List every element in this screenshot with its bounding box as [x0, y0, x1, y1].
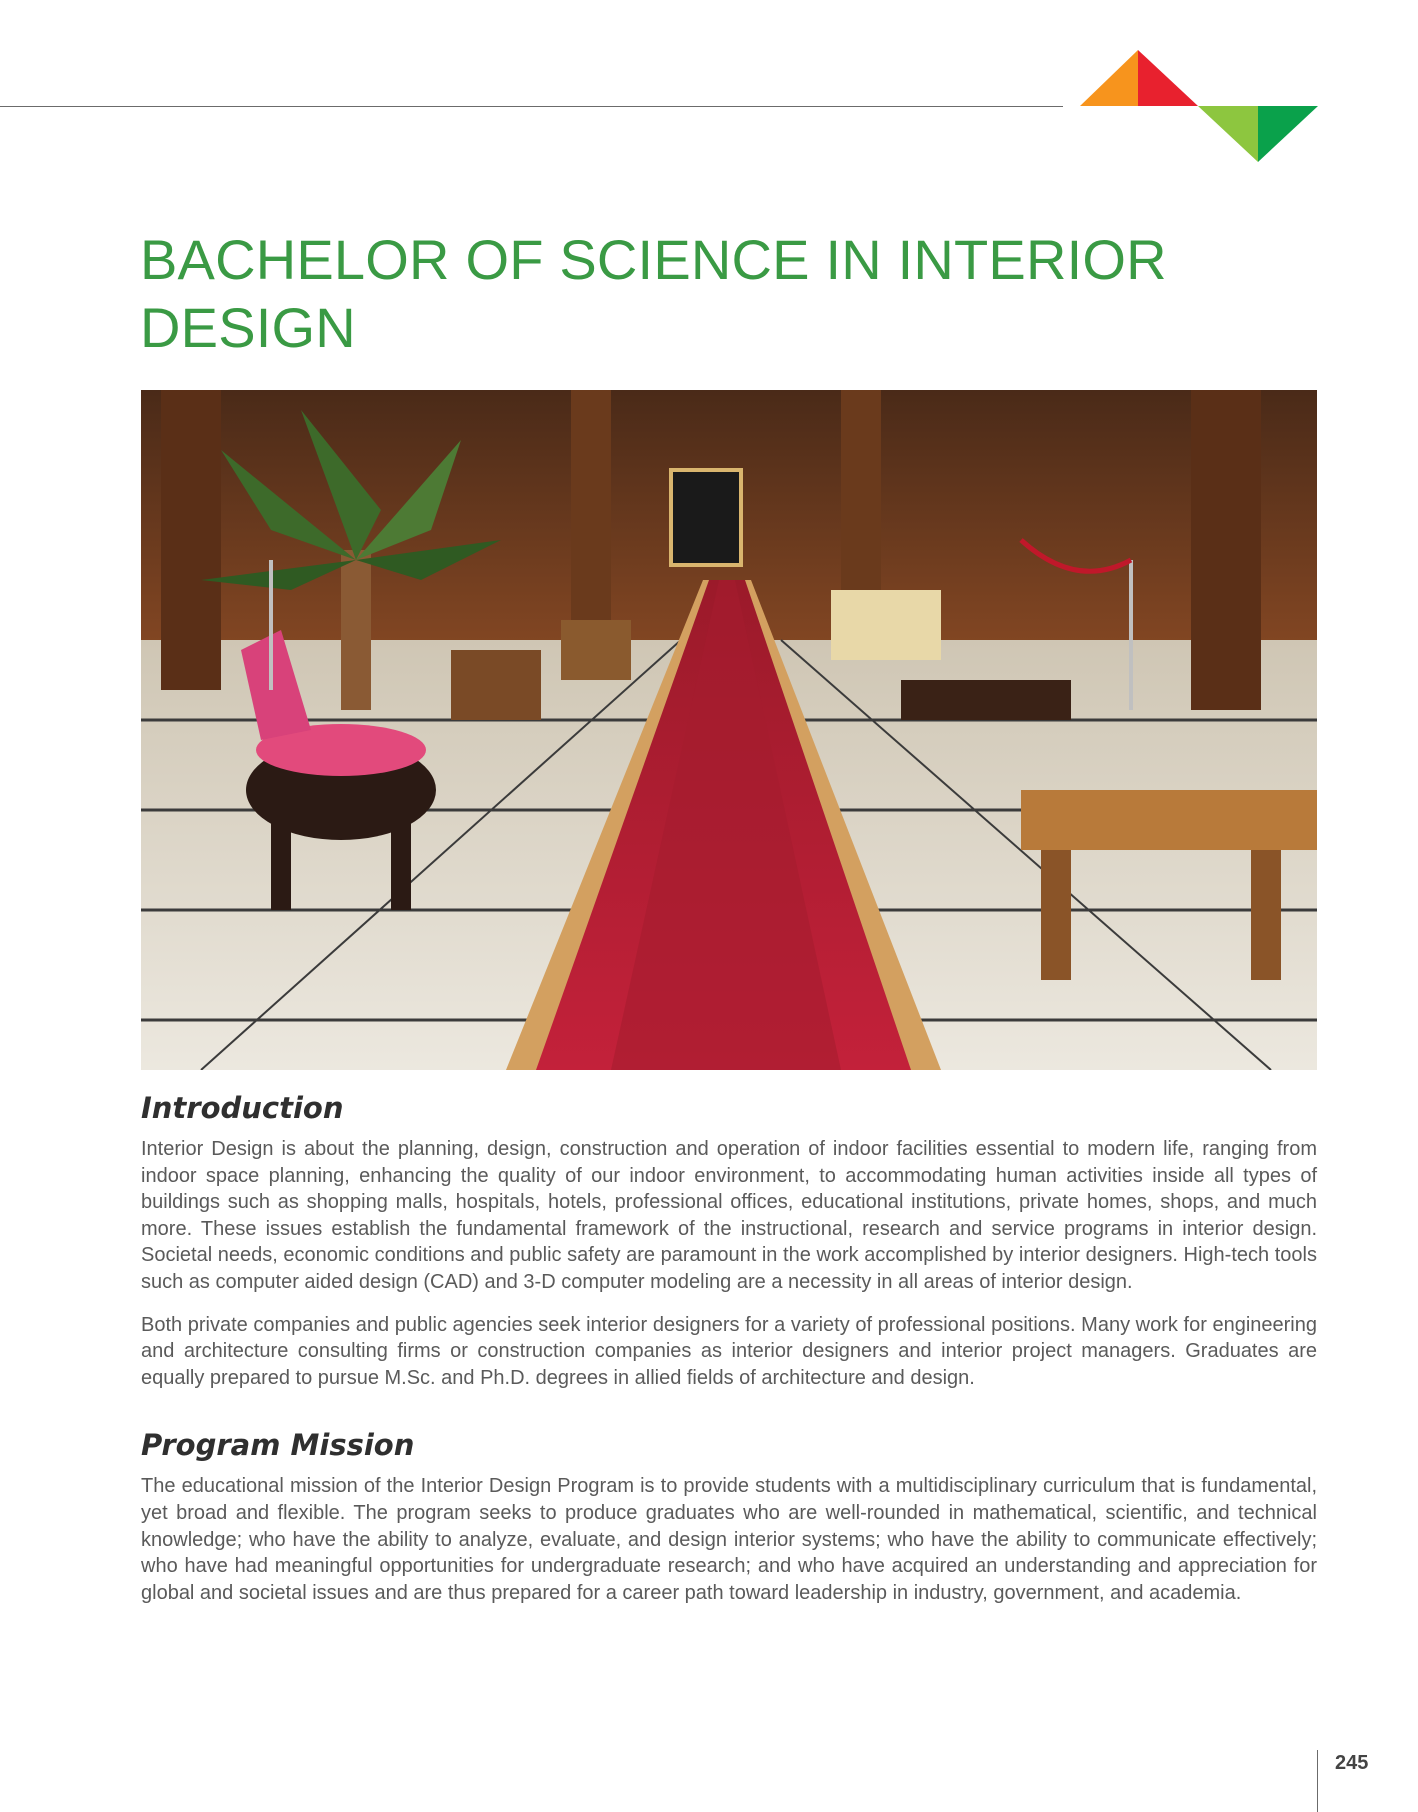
main-content [141, 1088, 1317, 1606]
triangles-logo-icon [1080, 50, 1320, 162]
hero-photo [141, 390, 1317, 1070]
header-rule [0, 106, 1063, 107]
program-mission-heading: Program Mission [141, 1428, 415, 1463]
page-number: 245 [1335, 1752, 1369, 1774]
logo-red-triangle [1138, 50, 1198, 106]
introduction-heading: Introduction [141, 1091, 344, 1125]
program-mission-paragraph: The educational mission of the Interior Design Program is to provide students with a multidisciplinary curriculum that is fundamental, yet broad and flexible. The program seeks to produce graduates who are well-rounded in mathematical, scientific, and technical knowledge; who have the ability to analyze, evaluate, and design interior systems; who have the ability to communicate effectively; who have had meaningful opportunities for undergraduate research; and who have acquired an understanding and appreciation for global and societal issues and are thus prepared for a career path toward leadership in industry, government, and academia. [141, 1475, 1317, 1604]
logo-lightgreen-triangle [1198, 106, 1258, 162]
page-number-rule [1317, 1750, 1318, 1812]
introduction-paragraph-1: Interior Design is about the planning, design, construction and operation of indoor facilities essential to modern life, ranging from indoor space planning, enhancing the quality of our indoor environment, to accommodating human activities inside all types of buildings such as shopping malls, hospitals, hotels, professional offices, educational institutions, private homes, shops, and much more. These issues establish the fundamental framework of the instructional, research and service programs in interior design. Societal needs, economic conditions and public safety are paramount in the work accomplished by interior designers. High-tech tools such as computer aided design (CAD) and 3-D computer modeling are a necessity in all areas of interior design. [141, 1138, 1317, 1293]
logo-orange-triangle [1080, 50, 1138, 106]
page-title: BACHELOR OF SCIENCE IN INTERIOR DESIGN [140, 228, 1167, 359]
introduction-paragraph-2: Both private companies and public agencies seek interior designers for a variety of professional positions. Many work for engineering and architecture consulting firms or construction companies as interior designers and interior project managers. Graduates are equally prepared to pursue M.Sc. and Ph.D. degrees in allied fields of architecture and design. [141, 1313, 1317, 1389]
logo-green-triangle [1258, 106, 1318, 162]
exhibition-hall-photo-icon [141, 390, 1317, 1070]
